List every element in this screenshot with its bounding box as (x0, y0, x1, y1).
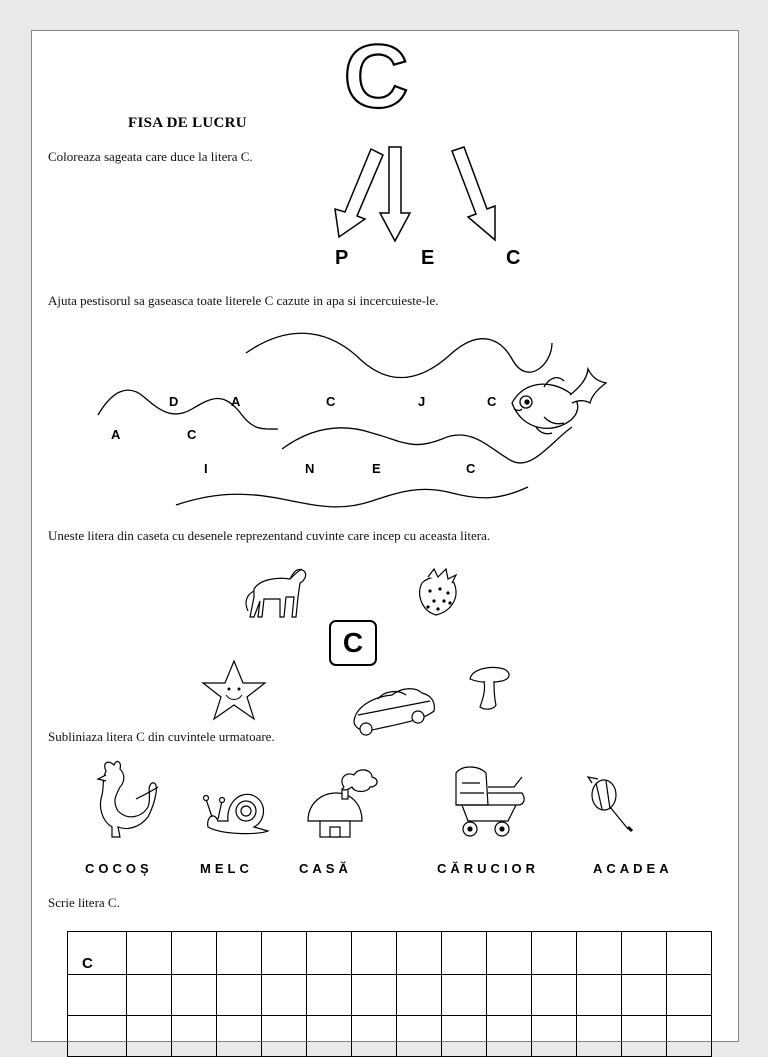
exercise-4-instruction: Subliniaza litera C din cuvintele urmatoare. (48, 729, 275, 744)
water-letter[interactable]: A (111, 427, 121, 442)
water-letter[interactable]: J (418, 394, 426, 409)
grid-cell[interactable] (352, 1016, 397, 1057)
grid-cell[interactable] (667, 932, 712, 975)
writing-grid (67, 931, 712, 1057)
arrow-middle-icon[interactable] (380, 147, 410, 241)
water-letter[interactable]: N (305, 461, 315, 476)
grid-cell[interactable] (487, 932, 532, 975)
exercise-1-instruction: Coloreaza sageata care duce la litera C. (48, 149, 253, 164)
grid-cell[interactable] (127, 932, 172, 975)
water-letter[interactable]: C (326, 394, 336, 409)
grid-cell[interactable] (68, 1016, 127, 1057)
arrow-target-letter: P (335, 247, 349, 269)
word-label[interactable]: CASĂ (299, 861, 352, 876)
grid-cell[interactable] (352, 932, 397, 975)
arrow-right-icon[interactable] (452, 147, 495, 240)
grid-cell[interactable] (487, 1016, 532, 1057)
grid-cell[interactable] (217, 975, 262, 1016)
grid-cell[interactable] (68, 975, 127, 1016)
grid-cell[interactable] (262, 1016, 307, 1057)
water-letter[interactable]: C (466, 461, 476, 476)
grid-cell[interactable] (262, 975, 307, 1016)
grid-cell[interactable] (577, 932, 622, 975)
grid-cell[interactable] (442, 932, 487, 975)
grid-cell[interactable] (532, 1016, 577, 1057)
grid-cell[interactable] (442, 1016, 487, 1057)
grid-cell[interactable] (307, 975, 352, 1016)
page-title: FISA DE LUCRU (128, 115, 247, 131)
fish-icon (512, 369, 606, 434)
grid-cell[interactable] (217, 932, 262, 975)
grid-cell[interactable] (667, 975, 712, 1016)
grid-cell[interactable] (172, 1016, 217, 1057)
word-label[interactable]: MELC (200, 861, 253, 876)
worksheet-page (31, 27, 739, 1042)
grid-cell[interactable] (397, 1016, 442, 1057)
wave-bottom (176, 487, 528, 507)
grid-cell[interactable] (127, 975, 172, 1016)
grid-cell[interactable] (217, 1016, 262, 1057)
grid-cell[interactable] (127, 1016, 172, 1057)
grid-cell[interactable] (532, 975, 577, 1016)
grid-cell[interactable]: C (68, 932, 127, 975)
grid-cell[interactable] (622, 932, 667, 975)
grid-cell[interactable] (172, 932, 217, 975)
grid-cell[interactable] (307, 1016, 352, 1057)
grid-cell[interactable] (487, 975, 532, 1016)
grid-cell[interactable] (397, 932, 442, 975)
word-label[interactable]: COCOȘ (85, 861, 153, 876)
arrow-target-letter: E (421, 247, 435, 269)
grid-cell[interactable] (442, 975, 487, 1016)
letter-box: C (329, 620, 377, 666)
grid-cell[interactable] (262, 932, 307, 975)
wave-left (98, 390, 278, 429)
grid-cell[interactable] (352, 975, 397, 1016)
big-letter-text: C (343, 27, 409, 127)
grid-cell[interactable] (397, 975, 442, 1016)
exercise-3-instruction: Uneste litera din caseta cu desenele reprezentand cuvinte care incep cu aceasta litera. (48, 528, 491, 543)
wave-top (246, 333, 552, 377)
water-letter[interactable]: C (487, 394, 497, 409)
exercise-2-instruction: Ajuta pestisorul sa gaseasca toate literele C cazute in apa si incercuieste-le. (48, 293, 439, 308)
arrow-target-letter: C (506, 247, 521, 269)
word-label[interactable]: CĂRUCIOR (437, 861, 540, 876)
grid-cell[interactable] (622, 1016, 667, 1057)
water-letter[interactable]: D (169, 394, 179, 409)
grid-cell[interactable] (622, 975, 667, 1016)
water-letter[interactable]: E (372, 461, 381, 476)
grid-cell[interactable] (667, 1016, 712, 1057)
grid-cell[interactable] (307, 932, 352, 975)
water-letter[interactable]: I (204, 461, 208, 476)
grid-cell[interactable] (577, 1016, 622, 1057)
arrow-left-icon[interactable] (335, 149, 383, 237)
grid-cell[interactable] (172, 975, 217, 1016)
water-letter[interactable]: C (187, 427, 197, 442)
grid-cell[interactable] (577, 975, 622, 1016)
exercise-5-instruction: Scrie litera C. (48, 895, 120, 910)
grid-cell[interactable] (532, 932, 577, 975)
word-label[interactable]: ACADEA (593, 861, 673, 876)
water-letter[interactable]: A (231, 394, 241, 409)
wave-middle (282, 427, 572, 463)
